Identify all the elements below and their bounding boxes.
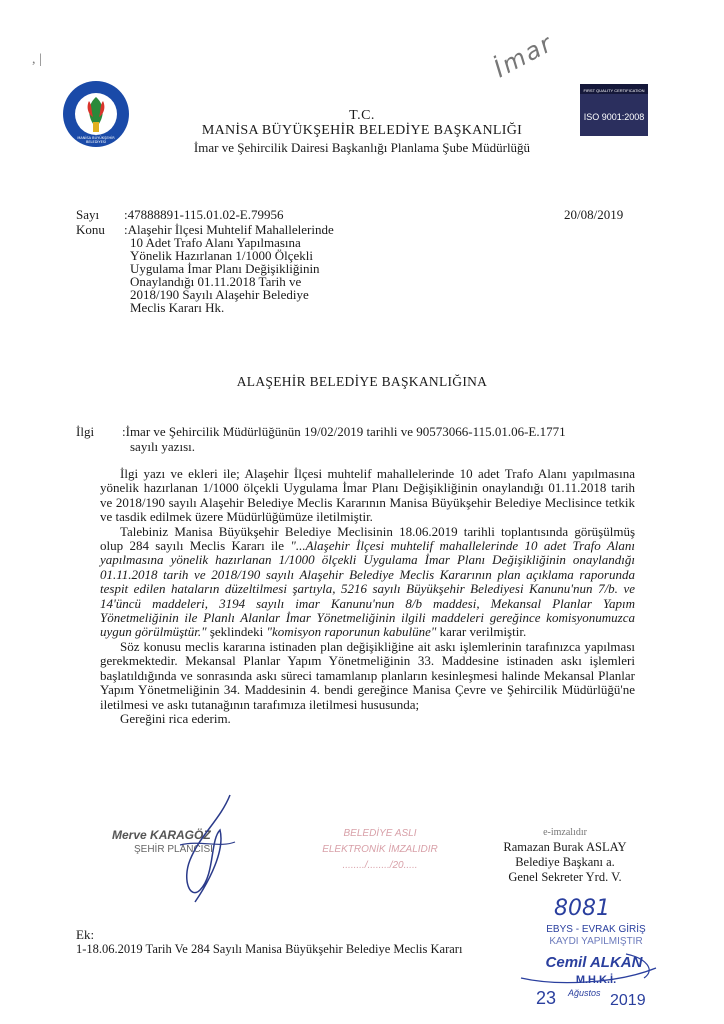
attachment-item: 1-18.06.2019 Tarih Ve 284 Sayılı Manisa Büyükşehir Belediye Meclis Kararı <box>76 942 463 956</box>
planner-name: Merve KARAGÖZ <box>112 828 211 842</box>
signer-name: Ramazan Burak ASLAY <box>503 840 627 854</box>
registry-date-year: 2019 <box>610 992 646 1009</box>
ilgi-line1: :İmar ve Şehircilik Müdürlüğünün 19/02/2019 tarihli ve 90573066-115.01.06-E.1771 <box>122 424 566 439</box>
konu-label: Konu <box>76 222 105 237</box>
registry-clerk-name: Cemil ALKAN <box>545 954 643 971</box>
stamp-line: ELEKTRONİK İMZALIDIR <box>322 844 438 855</box>
registry-line: KAYDI YAPILMIŞTIR <box>549 936 643 947</box>
registry-date-month: Ağustos <box>568 988 601 998</box>
document-date: 20/08/2019 <box>564 207 624 222</box>
signature-block <box>470 825 660 885</box>
paragraph-3: Söz konusu meclis kararına istinaden plan değişikliğine ait askı işlemlerinin tarafınızca yapılması gerekmektedir. Mekansal Planlar Yapım Yönetmeliğinin 33. Maddesine istinaden askı işlemleri başlatıldığında ve sonrasında askı süreci tamamlanıp planların kesinleşmesi halinde Mekansal Planlar Yapım Yönetmeliğinin 34. Maddesinin 4. bendi gereğince Manisa Çevre ve Şehircilik Müdürlüğü'ne iletilmesi ve askı tutanağının tarafımıza iletilmesi hususunda; <box>100 638 635 712</box>
paragraph-2-mid: şeklindeki <box>206 624 267 640</box>
handwritten-note: İmar <box>489 28 558 84</box>
paragraph-2-end: karar verilmiştir. <box>436 624 527 640</box>
konu-line: :Alaşehir İlçesi Muhtelif Mahallelerinde <box>124 222 334 237</box>
sayi-label: Sayı <box>76 207 100 222</box>
paragraph-2-intro: Talebiniz Manisa Büyükşehir Belediye Meclisinin 18.06.2019 tarihli toplantısında görüşülmüş olup 284 sayılı Meclis Kararı ile <box>100 523 635 554</box>
registry-number: 8081 <box>554 896 610 921</box>
header-institution: MANİSA BÜYÜKŞEHİR BELEDİYE BAŞKANLIĞI <box>201 123 523 138</box>
signer-title: Genel Sekreter Yrd. V. <box>508 870 622 884</box>
konu-line: Onaylandığı 01.11.2018 Tarih ve <box>130 274 302 289</box>
konu-line: 10 Adet Trafo Alanı Yapılmasına <box>130 235 301 250</box>
konu-line: Yönelik Hazırlanan 1/1000 Ölçekli <box>130 248 314 263</box>
konu-line: Meclis Kararı Hk. <box>130 300 225 315</box>
stamp-line: BELEDİYE ASLI <box>343 828 417 839</box>
handwritten-signature-left <box>160 790 250 910</box>
paragraph-4: Gereğini rica ederim. <box>120 710 231 726</box>
konu-line: 2018/190 Sayılı Alaşehir Belediye <box>130 287 309 302</box>
stamp-line: ......../......../20..... <box>342 860 418 871</box>
paragraph-1: İlgi yazı ve ekleri ile; Alaşehir İlçesi muhtelif mahallelerinde 10 adet Trafo Alanı yapılmasına yönelik hazırlanan 1/1000 ölçekli Uygulama İmar Planı Değişikliğinin onaylandığı 01.11.2018 tarih ve 2018/190 sayılı Alaşehir Belediye Meclis Kararının Manisa Büyükşehir Belediye Meclisince tetkik ve tasdik edilmek üzere Müdürlüğümüze iletilmiştir. <box>100 466 635 525</box>
konu-line: Uygulama İmar Planı Değişikliğinin <box>130 261 320 276</box>
recipient: ALAŞEHİR BELEDİYE BAŞKANLIĞINA <box>236 374 488 389</box>
konu-text <box>124 223 334 314</box>
header-department: İmar ve Şehircilik Dairesi Başkanlığı Planlama Şube Müdürlüğü <box>193 140 531 155</box>
signer-title: Belediye Başkanı a. <box>515 855 615 869</box>
corner-marks: , | <box>32 52 42 67</box>
ilgi-label: İlgi <box>76 424 95 439</box>
registry-line: EBYS - EVRAK GİRİŞ <box>546 924 646 935</box>
paragraph-2-quote: "...Alaşehir İlçesi muhtelif mahallelerinde 10 adet Trafo Alanı yapılmasına yönelik hazırlanan 1/1000 ölçekli Uygulama İmar Planı Değişikliğinin onaylandığı 01.11.2018 tarih ve 2018/190 sayılı Alaşehir Belediye Meclis Kararının plan açıklama raporunda tespit edilen hataların düzeltilmesi şartıyla, 5216 sayılı Büyükşehir Belediyesi Kanunu'nun 7/b. ve 14'üncü maddeleri, 3194 sayılı imar Kanunu'nun 8/b maddesi, Mekansal Planlar Yapım Yönetmeliğinin ile Planlı Alanlar İmar Yönetmeliğinin ilgili maddeleri gereğince komisyonumuzca uygun görülmüştür." <box>100 538 636 640</box>
registry-code: M.H.K.İ. <box>575 974 617 986</box>
stamp-underline-scribble <box>506 948 666 988</box>
logo-text: MANİSA BÜYÜKŞEHİR BELEDİYESİ <box>77 136 115 144</box>
planner-title: ŞEHİR PLANCISI <box>134 844 213 855</box>
header-tc: T.C. <box>349 108 375 123</box>
sayi-value: :47888891-115.01.02-E.79956 <box>124 207 284 222</box>
attachment-label: Ek: <box>76 927 95 942</box>
paragraph-2 <box>100 525 635 640</box>
letter-body <box>100 467 635 726</box>
iso-badge-bottom: ISO 9001:2008 <box>583 112 645 122</box>
original-copy-stamp <box>300 826 460 874</box>
paragraph-2-quote2: "komisyon raporunun kabulüne" <box>266 624 437 640</box>
iso-badge-top: FIRST QUALITY CERTIFICATION <box>580 84 648 94</box>
ilgi-line2: sayılı yazısı. <box>130 439 195 454</box>
registry-date-day: 23 <box>536 988 557 1008</box>
e-signed-note: e-imzalıdır <box>543 827 587 838</box>
